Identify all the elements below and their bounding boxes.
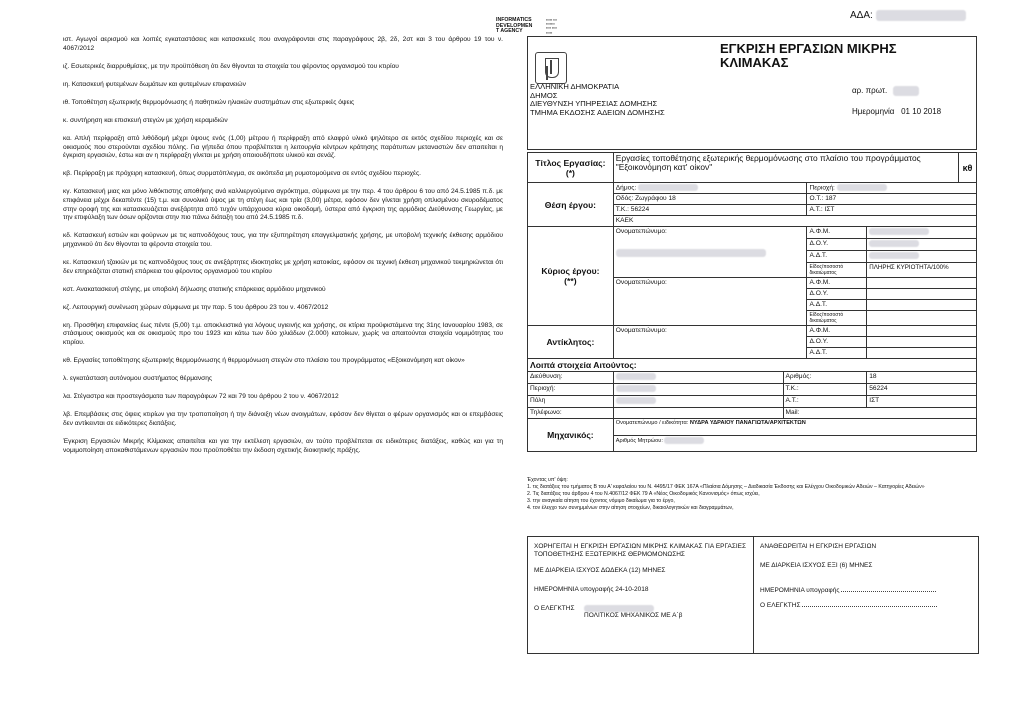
work-code: κθ xyxy=(958,153,976,183)
tk2-value: 56224 xyxy=(867,384,977,396)
number-label: Αριθμός: xyxy=(783,372,867,384)
adt-value xyxy=(867,300,977,311)
location-label: Θέση έργου: xyxy=(528,183,614,227)
legal-paragraph: κβ. Περίφραξη με πρόχειρη κατασκευή, όπως συρματόπλεγμα, σε οικόπεδα μη ρυμοτομούμενα σε εντός σχεδίου περιοχές. xyxy=(63,170,421,178)
approval-divider xyxy=(753,537,754,653)
logo-line-2: DEVELOPMEN xyxy=(496,22,533,29)
legal-paragraph: ιζ. Εσωτερικές διαρρυθμίσεις, με την προϋπόθεση ότι δεν θίγονται τα στοιχεία του φέροντος οργανισμού του κτιρίου xyxy=(63,62,399,70)
proxy-name-cell xyxy=(613,326,807,359)
ada-field xyxy=(850,10,966,21)
name-label: Ονοματεπώνυμο: xyxy=(615,279,667,286)
engineer-label: Μηχανικός: xyxy=(528,419,614,452)
authority-line: ΕΛΛΗΝΙΚΗ ΔΗΜΟΚΡΑΤΙΑ xyxy=(530,82,620,91)
grant-title: ΧΟΡΗΓΕΙΤΑΙ Η ΕΓΚΡΙΣΗ ΕΡΓΑΣΙΩΝ ΜΙΚΡΗΣ ΚΛΙΜΑΚΑΣ ΓΙΑ ΕΡΓΑΣΙΕΣ ΤΟΠΟΘΕΤΗΣΗΣ ΕΞΩΤΕΡΙΚΗΣ ΘΕΡΜΟΜΟΝΩΣΗΣ xyxy=(534,543,746,558)
address-label: Διεύθυνση: xyxy=(528,372,614,384)
legal-paragraph: ιστ. Αγωγοί αερισμού και λοιπές εγκαταστάσεις και κατασκευές που αναγράφονται στις παραγράφους 2β, 2δ, 2στ και 3 του άρθρου 19 του ν. 4067/2012 xyxy=(63,36,503,52)
municipality-cell xyxy=(613,183,807,194)
legal-paragraph: λα. Στέγαστρα και προστεγάσματα των παραγράφων 72 και 79 του άρθρου 2 του ν. 4067/2012 xyxy=(63,393,339,401)
doy-value xyxy=(867,337,977,348)
address-value xyxy=(613,372,783,384)
afm-label: Α.Φ.Μ. xyxy=(807,326,867,337)
checker-label: Ο ΕΛΕΓΚΤΗΣ xyxy=(534,605,575,613)
logo-line-3: T AGENCY xyxy=(496,28,523,35)
note-line: Έχοντας υπ' όψη: xyxy=(527,477,568,483)
city-value xyxy=(613,396,783,408)
work-title-value: Εργασίες τοποθέτησης εξωτερικής θερμομόνωσης στο πλαίσιο του προγράμματος "Εξοικονόμηση κατ' οίκον" xyxy=(615,153,921,172)
engineer-name-label: Ονοματεπώνυμο / ειδικότητα: xyxy=(615,420,689,426)
block-cell: Ο.Τ.: 187 xyxy=(807,194,977,205)
name-label: Ονοματεπώνυμο: xyxy=(615,228,667,235)
revise-date-label: ΗΜΕΡΟΜΗΝΙΑ υπογραφής xyxy=(760,587,840,594)
legal-paragraph: κη. Προσθήκη επιφανείας έως πέντε (5,00) τ.μ. αποκλειστικά για λόγους υγιεινής και χρήσης, σε κτίρια προϋφιστάμενα της 31ης Ιανουαρίου 1983, σε στάσιμους οικισμούς και σε οικισμούς προ του 1923 και κάτω των δύο χιλιάδων (2.000) κατοίκων, χωρίς να απαιτούνται στοιχεία νομιμότητας του κτιρίου. xyxy=(63,321,503,347)
city-label: Πόλη xyxy=(528,396,614,408)
grant-date: ΗΜΕΡΟΜΗΝΙΑ υπογραφής 24-10-2018 xyxy=(534,586,649,593)
at2-label: Α.Τ.: xyxy=(783,396,867,408)
phone-value xyxy=(613,408,783,419)
adt-label: Α.Δ.Τ. xyxy=(807,300,867,311)
redacted xyxy=(869,252,919,259)
grant-checker xyxy=(534,605,746,612)
redacted xyxy=(584,605,654,612)
adt-label: Α.Δ.Τ. xyxy=(807,251,867,263)
doy-label: Δ.Ο.Υ. xyxy=(807,337,867,348)
revise-checker xyxy=(760,602,972,609)
redacted xyxy=(837,184,887,191)
ownership-value xyxy=(867,311,977,326)
doy-label: Δ.Ο.Υ. xyxy=(807,289,867,300)
work-title-cell xyxy=(613,153,958,183)
ownership-type-label: Είδος/ποσοστό δικαιώματος xyxy=(807,311,867,326)
number-value: 18 xyxy=(867,372,977,384)
legal-paragraph: κγ. Κατασκευή μιας και μόνο λιθόκτιστης αποθήκης ανά καλλιεργούμενο αγρόκτημα, σύμφωνα με την περ. 4 του άρθρου 6 του από 24.5.1985 π.δ. με επιφάνεια μέχρι δεκαπέντε (15) τ.μ. και συνολικό ύψος με τη στέγη έως και τρία (3,00) μέτρα, εφόσον δεν γίνεται χρήση οπλισμένου σκυροδέματος στην οροφή της και κατασκευάζεται ανεξάρτητα από τυχόν υπάρχουσα κύρια οικοδομή, ύστερα από έγκριση της αρμόδιας Διεύθυνσης Γεωργίας, με την επιφύλαξη των όσων ορίζονται στην πιο πάνω διάταξη του από 24.5.1985 π.δ. xyxy=(63,188,503,222)
logo-greek-small: ▪▪▪▪▪ ▪▪▪ ▪▪▪▪▪▪▪ ▪▪▪▪ ▪▪▪▪ ▪▪▪▪▪ xyxy=(546,18,557,35)
title-label: Τίτλος Εργασίας: xyxy=(535,157,606,168)
date-label: Ημερομηνία xyxy=(852,107,895,116)
ada-redacted xyxy=(876,10,966,21)
ownership-value: ΠΛΗΡΗΣ ΚΥΡΙΟΤΗΤΑ/100% xyxy=(867,263,977,278)
municipality-label: Δήμος: xyxy=(615,184,637,192)
title-line-2: ΚΛΙΜΑΚΑΣ xyxy=(720,55,789,70)
engineer-name-value: ΝΥΔΡΑ ΥΔΡΑΙΟΥ ΠΑΝΑΓΙΩΤΑ/ΑΡΧΙΤΕΚΤΩΝ xyxy=(689,420,806,426)
protocol-redacted xyxy=(893,86,919,96)
legal-text-column xyxy=(63,36,503,465)
registry-cell xyxy=(613,435,976,452)
owner1-name-cell xyxy=(613,227,807,278)
adt-value xyxy=(867,251,977,263)
legal-paragraph: κζ. Λειτουργική συνένωση χώρων σύμφωνα με την παρ. 5 του άρθρου 23 του ν. 4067/2012 xyxy=(63,303,329,311)
afm-label: Α.Φ.Μ. xyxy=(807,278,867,289)
title-line-1: ΕΓΚΡΙΣΗ ΕΡΓΑΣΙΩΝ ΜΙΚΡΗΣ xyxy=(720,41,897,56)
tk2-label: Τ.Κ.: xyxy=(783,384,867,396)
redacted xyxy=(869,240,919,247)
note-line: 1. τις διατάξεις του τμήματος Β του Α' κεφαλαίου του Ν. 4495/17 ΦΕΚ 167Α «Πλαίσια Δόμησης – Διαδικασία Έκδοσης και Ελέγχου Οικοδομικών Αδειών – Κατηγορίες Αδειών» xyxy=(527,484,925,491)
checker-label: Ο ΕΛΕΓΚΤΗΣ xyxy=(760,602,801,609)
at2-value: ΙΣΤ xyxy=(867,396,977,408)
title-label-cell xyxy=(528,153,614,183)
name-label: Ονοματεπώνυμο: xyxy=(615,327,667,334)
ada-label: ΑΔΑ: xyxy=(850,10,873,22)
police-dept-cell: Α.Τ.: ΙΣΤ xyxy=(807,205,977,216)
application-table xyxy=(527,152,977,452)
approval-revise-column xyxy=(760,543,972,609)
other-info-header: Λοιπά στοιχεία Αιτούντος: xyxy=(528,359,977,372)
afm-value xyxy=(867,278,977,289)
doy-value xyxy=(867,289,977,300)
area-cell xyxy=(807,183,977,194)
protocol-label: αρ. πρωτ. xyxy=(852,86,888,96)
revise-duration: ΜΕ ΔΙΑΡΚΕΙΑ ΙΣΧΥΟΣ ΕΞΙ (6) ΜΗΝΕΣ xyxy=(760,562,873,569)
legal-paragraph: κα. Απλή περίφραξη από λιθόδομή μέχρι ύψους ενός (1,00) μέτρου ή περίφραξη από ελαφρύ υλικό ψηλότερο σε εκτός σχεδίου περιοχές και σε οικισμούς που στερούνται σχεδίου πόλης. Για γήπεδα όπου προβλέπεται η λειτουργία κέντρων κράτησης παράτυπων μεταναστών δεν απαιτείται η έγκριση εργασιών, έστω και αν η περίφραξη γίνεται με χρήση οποιουδήποτε υλικού και σενάζ. xyxy=(63,135,503,160)
legal-paragraph: ιθ. Τοποθέτηση εξωτερικής θερμομόνωσης ή παθητικών ηλιακών συστημάτων στις εξωτερικές όψεις xyxy=(63,98,355,106)
area-label: Περιοχή: xyxy=(809,184,835,192)
afm-label: Α.Φ.Μ. xyxy=(807,227,867,239)
afm-value xyxy=(867,326,977,337)
owner2-name-cell xyxy=(613,278,807,326)
grant-duration: ΜΕ ΔΙΑΡΚΕΙΑ ΙΣΧΥΟΣ ΔΩΔΕΚΑ (12) ΜΗΝΕΣ xyxy=(534,567,666,574)
phone-label: Τηλέφωνο: xyxy=(528,408,614,419)
redacted xyxy=(664,437,704,444)
owner-label: Κύριος έργου: xyxy=(541,266,600,276)
legal-paragraph: λβ. Επεμβάσεις στις όψεις κτιρίων για την τροποποίηση ή την διάνοιξη νέων ανοιγμάτων, εφόσον δεν θίγεται ο φέρων οργανισμός και οι επεμβάσεις δεν αντίκεινται σε ειδικότερες διατάξεις. xyxy=(63,411,503,428)
owner-label-cell xyxy=(528,227,614,326)
issue-date xyxy=(852,107,941,116)
note-line: 4. τον έλεγχο των συνημμένων στην αίτηση στοιχείων, δικαιολογητικών και διαγραμμάτων, xyxy=(527,505,734,512)
engineer-name-cell xyxy=(613,419,976,436)
region-value xyxy=(613,384,783,396)
legal-paragraph: κστ. Ανακατασκευή στέγης, με υποβολή δήλωσης στατικής επάρκειας αρμόδιου μηχανικού xyxy=(63,285,326,293)
street-cell: Οδός: Ζωγράφου 18 xyxy=(613,194,807,205)
signature-line xyxy=(841,591,936,592)
greek-coat-of-arms-icon xyxy=(535,52,567,84)
kaek-cell: ΚΑΕΚ xyxy=(613,216,976,227)
legal-paragraph: κθ. Εργασίες τοποθέτησης εξωτερικής θερμομόνωσης ή θερμομόνωση στεγών στο πλαίσιο του προγράμματος «Εξοικονόμηση κατ οίκον» xyxy=(63,357,465,365)
owner-mark: (**) xyxy=(564,276,577,286)
authority-line: ΤΜΗΜΑ ΕΚΔΟΣΗΣ ΑΔΕΙΩΝ ΔΟΜΗΣΗΣ xyxy=(530,107,665,117)
ownership-type-label: Είδος/ποσοστό δικαιώματος xyxy=(807,263,867,278)
registry-label: Αριθμός Μητρώου: xyxy=(615,437,663,444)
redacted xyxy=(869,228,929,235)
authority-line: ΔΗΜΟΣ xyxy=(530,90,558,100)
note-line: 2. Τις διατάξεις του άρθρου 4 του Ν.4067/12 ΦΕΚ 79 Α «Νέος Οικοδομικός Κανονισμός» όπως ισχύει, xyxy=(527,491,760,498)
revise-date xyxy=(760,587,972,594)
postcode-cell: Τ.Κ.: 56224 xyxy=(613,205,807,216)
redacted xyxy=(616,385,656,392)
adt-label: Α.Δ.Τ. xyxy=(807,348,867,359)
region-label: Περιοχή: xyxy=(528,384,614,396)
legal-basis-notes xyxy=(527,477,987,512)
approval-box xyxy=(527,536,979,654)
approval-grant-column xyxy=(534,543,746,619)
legal-paragraph: κδ. Κατασκευή εστιών και φούρνων με τις καπνοδόχους τους, για την εξυπηρέτηση επαγγελματικής χρήσης, με υποβολή τεχνικής έκθεσης αρμόδιου μηχανικού ότι δεν θίγονται τα φέροντα στοιχεία του. xyxy=(63,232,503,248)
document-title xyxy=(720,42,897,70)
note-line: 3. την αναγκαία αίτηση του έχοντος νόμιμο δικαίωμα για το έργο, xyxy=(527,498,675,505)
adt-value xyxy=(867,348,977,359)
protocol-number xyxy=(852,86,919,96)
title-mark: (*) xyxy=(565,167,575,178)
legal-paragraph: κ. συντήρηση και επισκευή στεγών με χρήση κεραμιδιών xyxy=(63,116,228,124)
redacted xyxy=(638,184,698,191)
checker-title: ΠΟΛΙΤΙΚΟΣ ΜΗΧΑΝΙΚΟΣ ΜΕ Α΄β xyxy=(584,612,683,620)
legal-paragraph: Έγκριση Εργασιών Μικρής Κλίμακας απαιτείται και για την εκτέλεση εργασιών, αν τούτο προβλέπεται σε ειδικότερες διατάξεις, καθώς και για τη νομιμοποίηση αποκαθιστάμενων εργασιών που προϋποθέτει την έκδοση σχετικής διοικητικής πράξης. xyxy=(63,438,503,454)
redacted xyxy=(616,397,656,404)
ida-logo xyxy=(496,17,557,35)
legal-paragraph: κε. Κατασκευή τζακιών με τις καπνοδόχους τους σε ανεξάρτητες ιδιοκτησίες με χρήση κατοικίας, εφόσον σε τεχνική έκθεση μηχανικού τεκμηριώνεται ότι δεν επηρεάζεται στατική επάρκεια του φέροντος οργανισμού του κτιρίου xyxy=(63,259,503,275)
mail-label: Mail: xyxy=(783,408,976,419)
doy-value xyxy=(867,239,977,251)
doy-label: Δ.Ο.Υ. xyxy=(807,239,867,251)
authority-line: ΔΙΕΥΘΥΝΣΗ ΥΠΗΡΕΣΙΑΣ ΔΟΜΗΣΗΣ xyxy=(530,99,658,109)
signature-line xyxy=(802,606,937,607)
logo-line-1: INFORMATICS xyxy=(496,17,532,23)
issuing-authority xyxy=(530,83,665,117)
afm-value xyxy=(867,227,977,239)
redacted xyxy=(616,373,656,380)
redacted xyxy=(616,249,766,257)
date-value: 01 10 2018 xyxy=(901,107,942,116)
proxy-label: Αντίκλητος: xyxy=(528,326,614,359)
revise-title: ΑΝΑΘΕΩΡΕΙΤΑΙ Η ΕΓΚΡΙΣΗ ΕΡΓΑΣΙΩΝ xyxy=(760,543,877,550)
legal-paragraph: ιη. Κατασκευή φυτεμένων δωμάτων και φυτεμένων επιφανειών xyxy=(63,80,246,88)
legal-paragraph: λ. εγκατάσταση αυτόνομου συστήματος θέρμανσης xyxy=(63,375,213,383)
